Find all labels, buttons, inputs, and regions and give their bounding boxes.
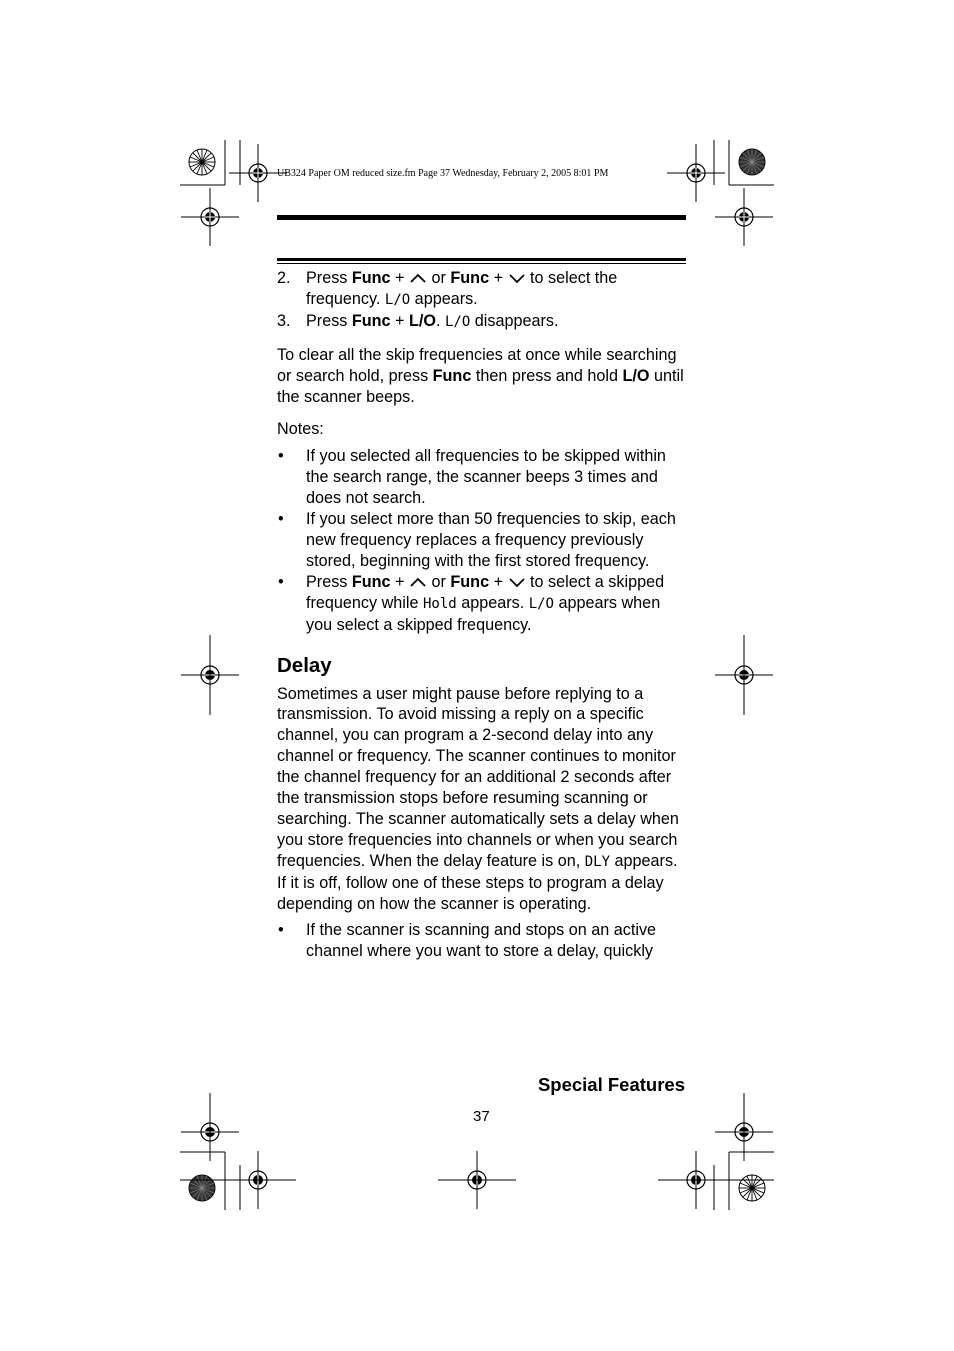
notes-label: Notes: — [277, 420, 324, 439]
caret-down-icon — [508, 576, 526, 588]
func-key: Func — [432, 366, 472, 385]
clear-skip-paragraph: To clear all the skip frequencies at once while searching or search hold, press Func then press and hold L/O until the scanner beeps. — [277, 345, 684, 406]
lo-key: L/O — [622, 366, 650, 385]
display-dly: DLY — [584, 853, 611, 870]
section-heading-delay: Delay — [277, 653, 332, 677]
lo-key: L/O — [409, 311, 436, 330]
top-rule — [277, 215, 686, 220]
func-key: Func — [351, 572, 391, 591]
func-key: Func — [450, 269, 490, 287]
display-hold: Hold — [422, 595, 457, 612]
footer-section-title: Special Features — [537, 1074, 685, 1095]
note-item: • If you selected all frequencies to be skipped within the search range, the scanner beeps 3 times and does not search. — [278, 447, 666, 508]
display-lo: L/O — [528, 595, 554, 612]
note-item: • If you select more than 50 frequencies to skip, each new frequency replaces a frequency previously stored, beginning with the first stored frequency. — [278, 510, 676, 570]
delay-paragraph: Sometimes a user might pause before replying to a transmission. To avoid missing a reply on a specific channel, you can program a 2-second delay into any channel or frequency. The scanner continues to monitor the channel frequency for an additional 2 seconds after the transmission stops before resuming scanning or searching. The scanner automatically sets a delay when you store frequencies into channels or when you search frequencies. When the delay feature is on, DLY appears. If it is off, follow one of these steps to program a delay depending on how the scanner is operating. — [277, 684, 679, 913]
step-2: 2. Press Func + or Func + to select the frequency. L/O appears. — [277, 269, 618, 308]
bullet-dot: • — [278, 572, 284, 591]
step-number: 2. — [277, 269, 291, 287]
display-lo: L/O — [445, 313, 471, 330]
section-rule-thin — [277, 263, 686, 264]
caret-down-icon — [508, 272, 526, 284]
display-lo: L/O — [384, 291, 411, 308]
caret-up-icon — [409, 576, 427, 588]
bullet-dot: • — [278, 447, 284, 466]
file-info-header: UB324 Paper OM reduced size.fm Page 37 Wednesday, February 2, 2005 8:01 PM — [277, 168, 609, 179]
func-key: Func — [351, 269, 391, 287]
bullet-dot: • — [278, 921, 284, 940]
caret-up-icon — [409, 272, 427, 284]
func-key: Func — [450, 572, 490, 591]
note-item: • Press Func + or Func + to select a skipped frequency while Hold appears. L/O appears when you select a skipped frequency. — [278, 572, 665, 634]
page-number: 37 — [473, 1108, 490, 1125]
step-number: 3. — [277, 311, 291, 330]
section-rule — [277, 258, 686, 261]
delay-bullet: • If the scanner is scanning and stops on an active channel where you want to store a delay, quickly — [278, 921, 657, 961]
page-body — [277, 268, 687, 962]
func-key: Func — [351, 311, 391, 330]
bullet-dot: • — [278, 510, 284, 529]
step-3: 3. Press Func + L/O. L/O disappears. — [277, 311, 559, 330]
